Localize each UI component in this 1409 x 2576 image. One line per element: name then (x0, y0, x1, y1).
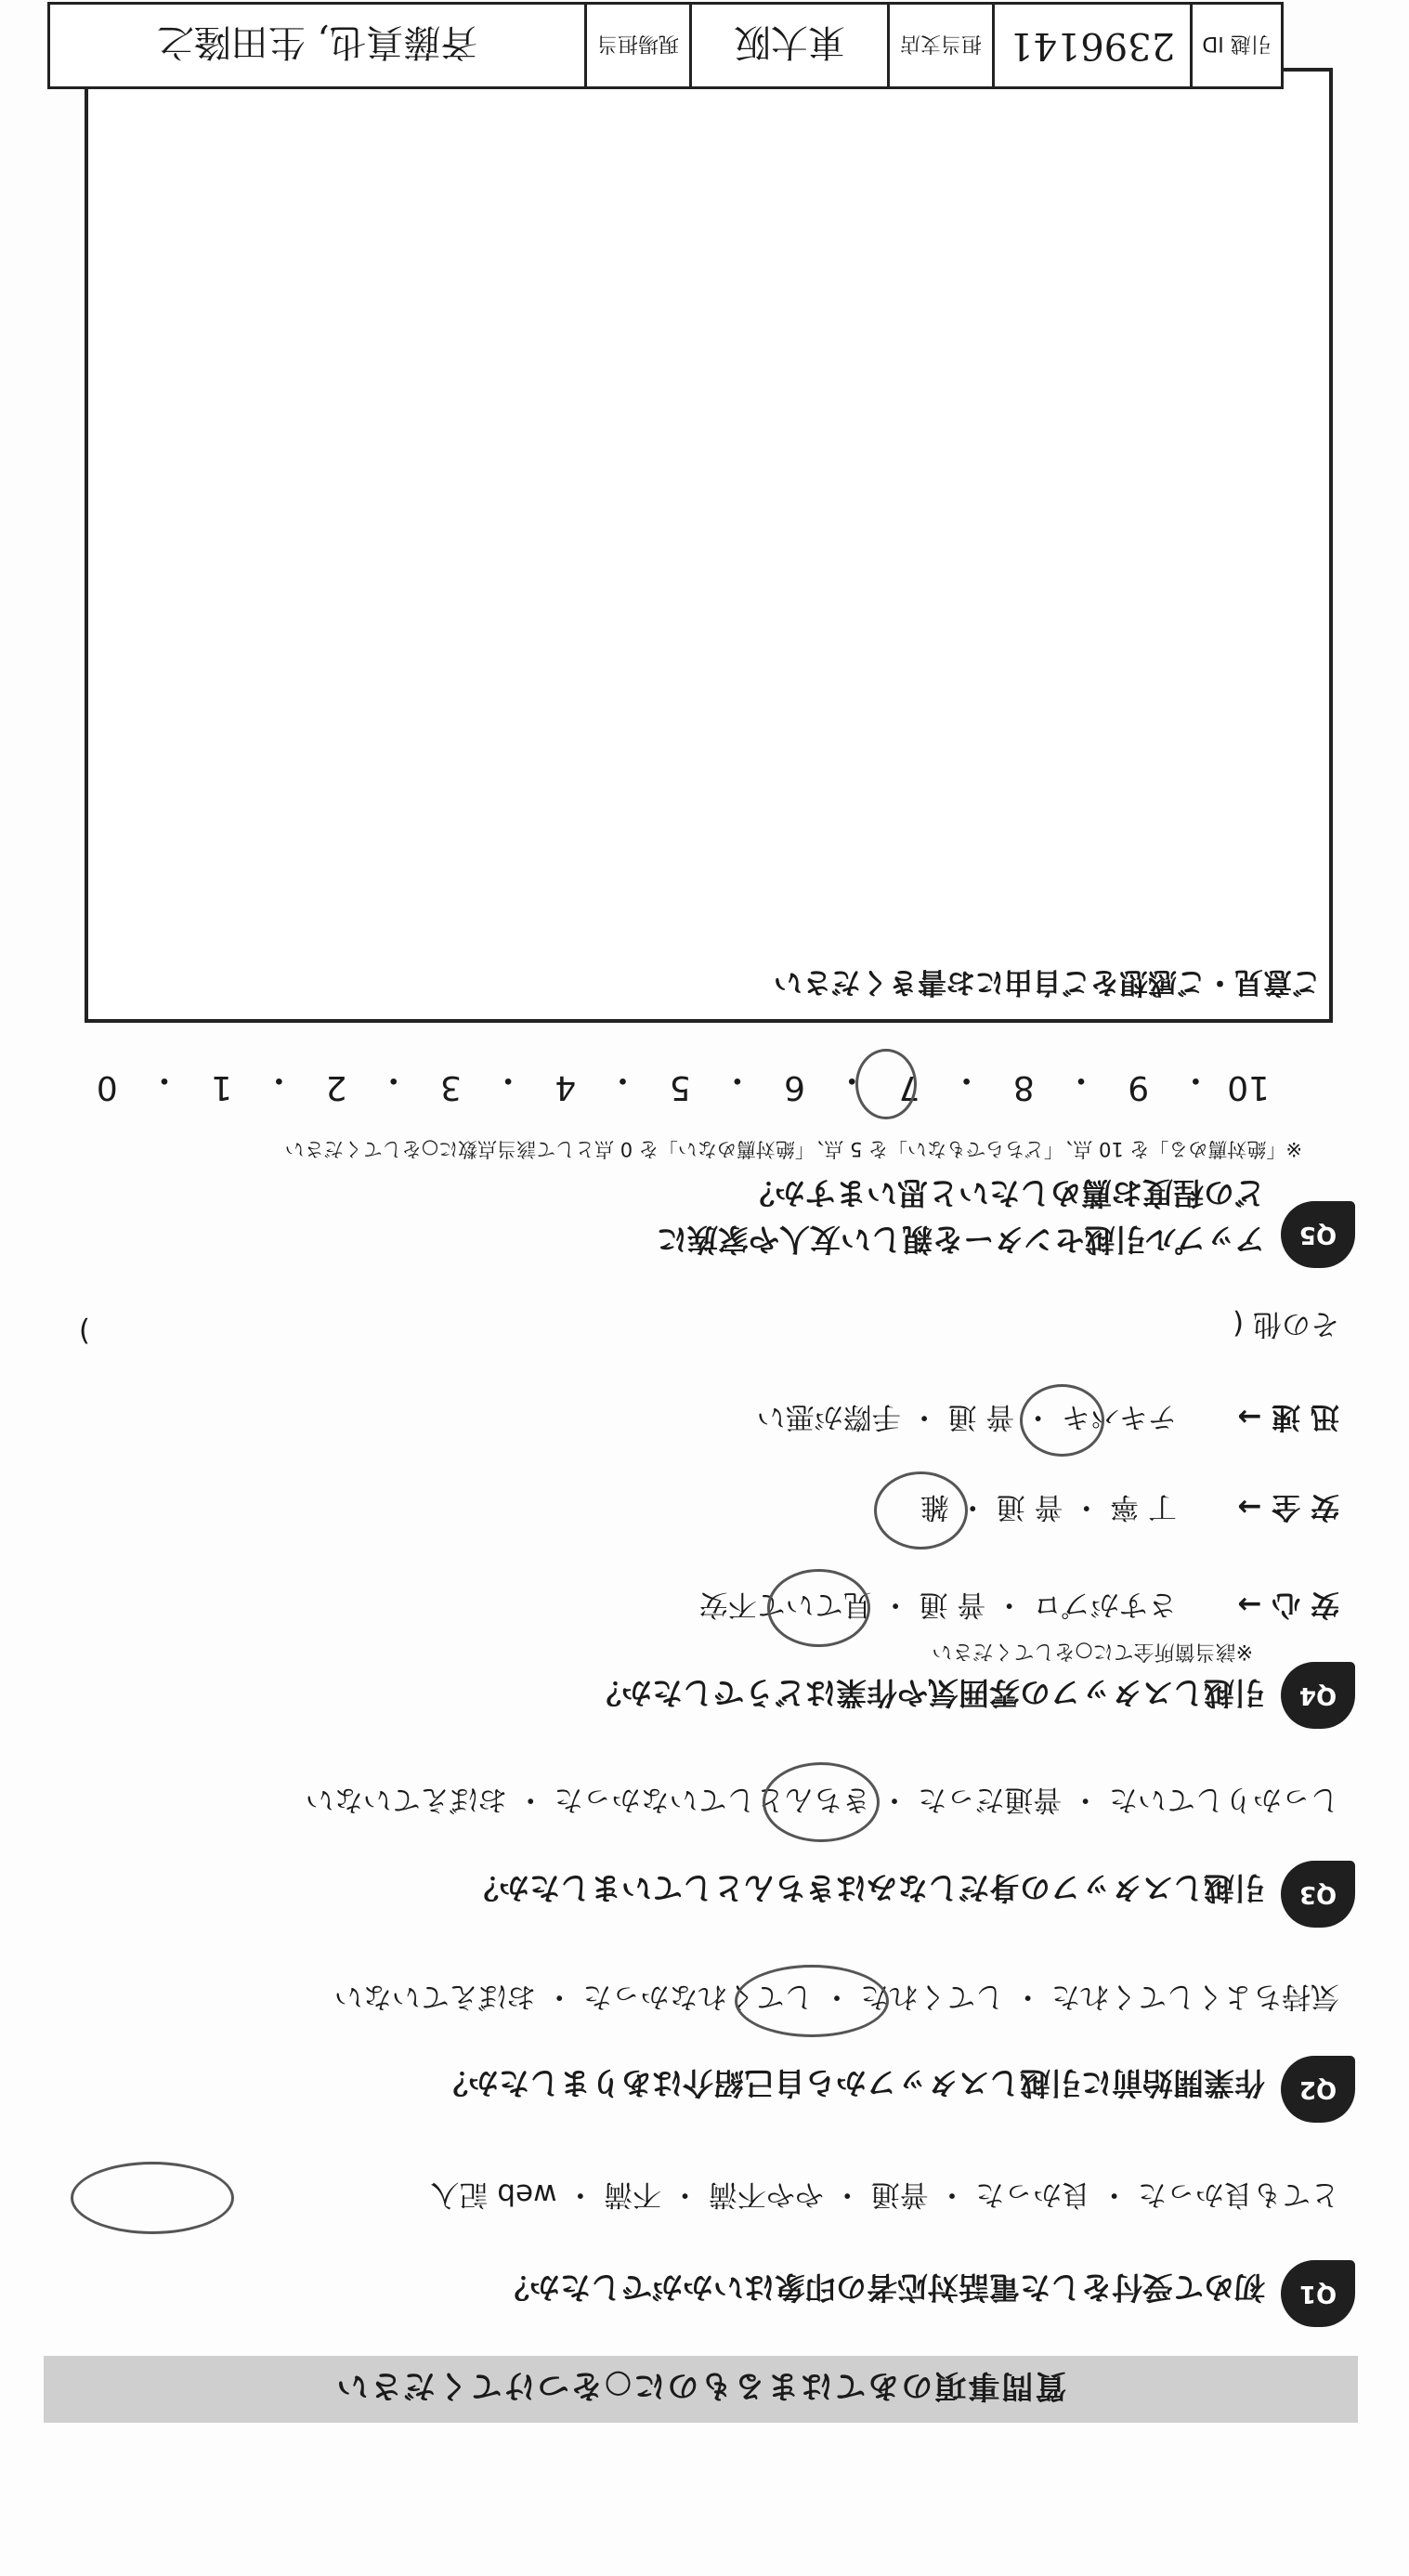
q1-badge: Q1 (1281, 2260, 1355, 2327)
instructions-banner: 質問事項のあてはまるものに○をつけてください (44, 2356, 1358, 2423)
header-info-table (47, 2, 1284, 89)
score-2: 2 (325, 1068, 347, 1106)
q5-selection-mark (855, 1049, 917, 1119)
q3-question: 引越しスタッフの身だしなみはきちんとしていましたか？ (468, 1870, 1265, 1906)
q4-row-anzen-options: 丁 寧 ・ 普 通 ・ 雑 (920, 1490, 1177, 1523)
q4-anzen-selection-mark (874, 1471, 968, 1550)
score-9: 9 (1128, 1068, 1150, 1106)
q5-question-line2: どの程度お薦めしたいと思いますか？ (744, 1175, 1265, 1211)
q5-score-scale: 10 ・ 9 ・ 8 ・ 7 ・ 6 ・ 5 ・ 4 ・ 3 ・ 2 ・ 1 ・ 0 (90, 1059, 1270, 1106)
score-5: 5 (669, 1068, 691, 1106)
branch-label: 担当支店 (887, 5, 992, 86)
feedback-title: ご意見・ご感想をご自由にお書きください (774, 965, 1321, 999)
q4-row-jinsoku-options: テキパキ ・ 普 通 ・ 手際が悪い (756, 1400, 1177, 1433)
q5-badge: Q5 (1281, 1201, 1355, 1268)
staff-value: 斉藤真也, 生田隆之 (156, 20, 478, 64)
q1-options: とても良かった ・ 良かった ・ 普通 ・ やや不満 ・ 不満 ・ web 記入 (430, 2177, 1339, 2211)
move-id-label: 引越 ID (1190, 5, 1281, 86)
q5-note: ※「絶対薦める」を 10 点、「どちらでもない」を 5 点、「絶対薦めない」を 0 点として該当点数に○をしてください (284, 1138, 1302, 1160)
q4-row-anzen-label: 安 全 → (1237, 1490, 1339, 1523)
branch-value: 東大阪 (689, 5, 887, 86)
staff-label: 現場担当 (584, 5, 689, 86)
q4-other-close: ) (78, 1314, 90, 1348)
score-6: 6 (784, 1068, 805, 1106)
q4-row-anshin-options: さすがプロ ・ 普 通 ・ 見ていて不安 (698, 1588, 1177, 1621)
q3-selection-mark (763, 1762, 880, 1842)
q4-question: 引越しスタッフの雰囲気や作業はどうでしたか？ (591, 1675, 1265, 1711)
q3-badge: Q3 (1281, 1861, 1355, 1928)
q4-other-label: その他 ( (1233, 1307, 1339, 1340)
move-id-value: 2396141 (992, 5, 1190, 86)
score-4: 4 (554, 1068, 577, 1106)
q5-question-line1: アップル引越センターを親しい友人や家族に (656, 1222, 1265, 1258)
q4-row-anshin-label: 安 心 → (1237, 1588, 1339, 1621)
q4-jinsoku-selection-mark (1020, 1384, 1104, 1457)
q1-selection-mark (71, 2162, 234, 2234)
q4-row-jinsoku-label: 迅 速 → (1237, 1400, 1339, 1433)
score-0: 0 (96, 1068, 118, 1106)
score-8: 8 (1012, 1068, 1035, 1106)
q4-anshin-selection-mark (767, 1569, 870, 1647)
feedback-box[interactable] (85, 68, 1333, 1023)
q2-selection-mark (735, 1965, 889, 2037)
q1-question: 初めて受付をした電話対応者の印象はいかがでしたか？ (499, 2269, 1265, 2306)
q4-badge: Q4 (1281, 1662, 1355, 1729)
q2-badge: Q2 (1281, 2056, 1355, 2123)
score-7: 7 (898, 1068, 920, 1106)
q3-options: しっかりしていた ・ 普通だった ・ きちんとしていなかった ・ おぼえていない (305, 1783, 1339, 1816)
score-10: 10 (1227, 1068, 1270, 1106)
q4-note: ※該当箇所全てに○をしてください (932, 1640, 1253, 1663)
score-3: 3 (439, 1068, 462, 1106)
score-1: 1 (211, 1068, 233, 1106)
q2-options: 気持ちよくしてくれた ・ してくれた ・ してくれなかった ・ おぼえていない (333, 1980, 1339, 2013)
q2-question: 作業開始前に引越しスタッフから自己紹介はありましたか？ (437, 2065, 1265, 2101)
